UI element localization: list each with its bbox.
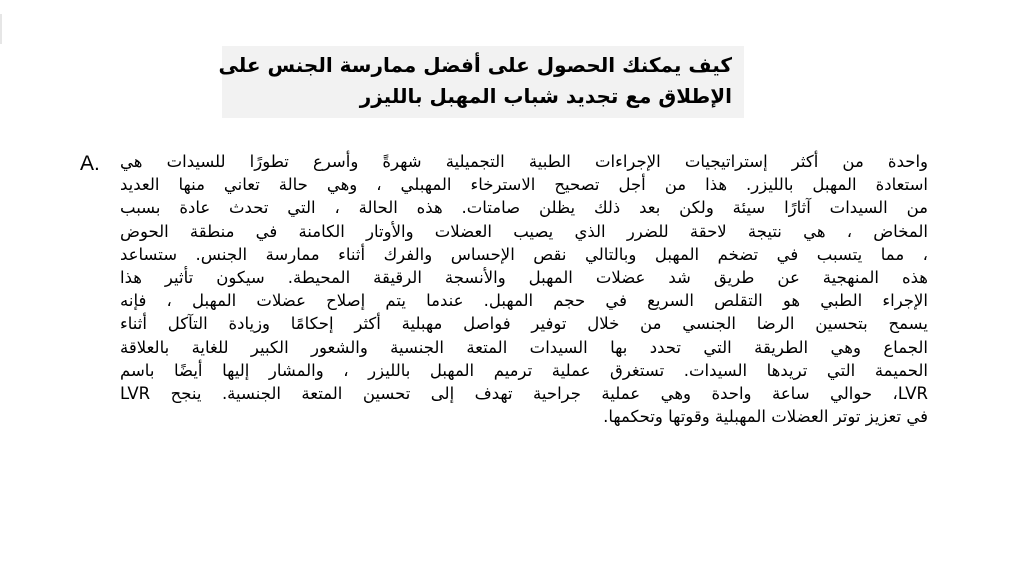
- body-line: ، مما يتسبب في تضخم المهبل وبالتالي نقص الإحساس والفرك أثناء ممارسة الجنس. ستساعد: [120, 244, 928, 264]
- body-line: الحميمة التي تريدها السيدات. تستغرق عملية ترميم المهبل بالليزر ، والمشار إليها أيضًا باسم: [120, 360, 928, 380]
- body-line: LVR، حوالي ساعة واحدة وهي عملية جراحية تهدف إلى تحسين المتعة الجنسية. ينجح LVR: [120, 384, 928, 404]
- body-line: استعادة المهبل بالليزر. هذا من أجل تصحيح الاسترخاء المهبلي ، وهي حالة تعاني منها العديد: [120, 175, 928, 195]
- body-line: الإجراء الطبي هو التقلص السريع في حجم المهبل. عندما يتم إصلاح عضلات المهبل ، فإنه: [120, 291, 928, 311]
- body-line: المخاض ، هي نتيجة لاحقة للضرر الذي يصيب العضلات والأوتار الكامنة في منطقة الحوض: [120, 221, 928, 241]
- title-line-2: الإطلاق مع تجديد شباب المهبل بالليزر: [359, 84, 732, 108]
- body-line: يسمح بتحسين الرضا الجنسي من خلال توفير فواصل مهبلية أكثر إحكامًا وزيادة التآكل أثناء: [120, 314, 928, 334]
- list-marker: A.: [80, 152, 100, 175]
- slide-title: [218, 50, 732, 112]
- body-line: واحدة من أكثر إستراتيجيات الإجراءات الطبية التجميلية شهرةً وأسرع تطورًا للسيدات هي: [120, 152, 928, 171]
- title-line-1: كيف يمكنك الحصول على أفضل ممارسة الجنس على: [218, 53, 732, 77]
- body-line: هذه المنهجية عن طريق شد عضلات المهبل والأنسجة الرقيقة المحيطة. سيكون تأثير هذا: [120, 268, 928, 288]
- slide-edge-mark: [0, 14, 2, 44]
- body-line-last: في تعزيز توتر العضلات المهبلية وقوتها وتحكمها.: [603, 407, 928, 427]
- body-line: من السيدات آثارًا سيئة ولكن بعد ذلك يظلن صامتات. هذه الحالة ، التي تحدث عادة بسبب: [120, 198, 928, 218]
- body-line: الجماع وهي الطريقة التي تحدد بها السيدات المتعة الجنسية والشعور الكبير للغاية بالعلاقة: [120, 337, 928, 357]
- title-box: [218, 46, 744, 118]
- body-paragraph: [120, 150, 928, 428]
